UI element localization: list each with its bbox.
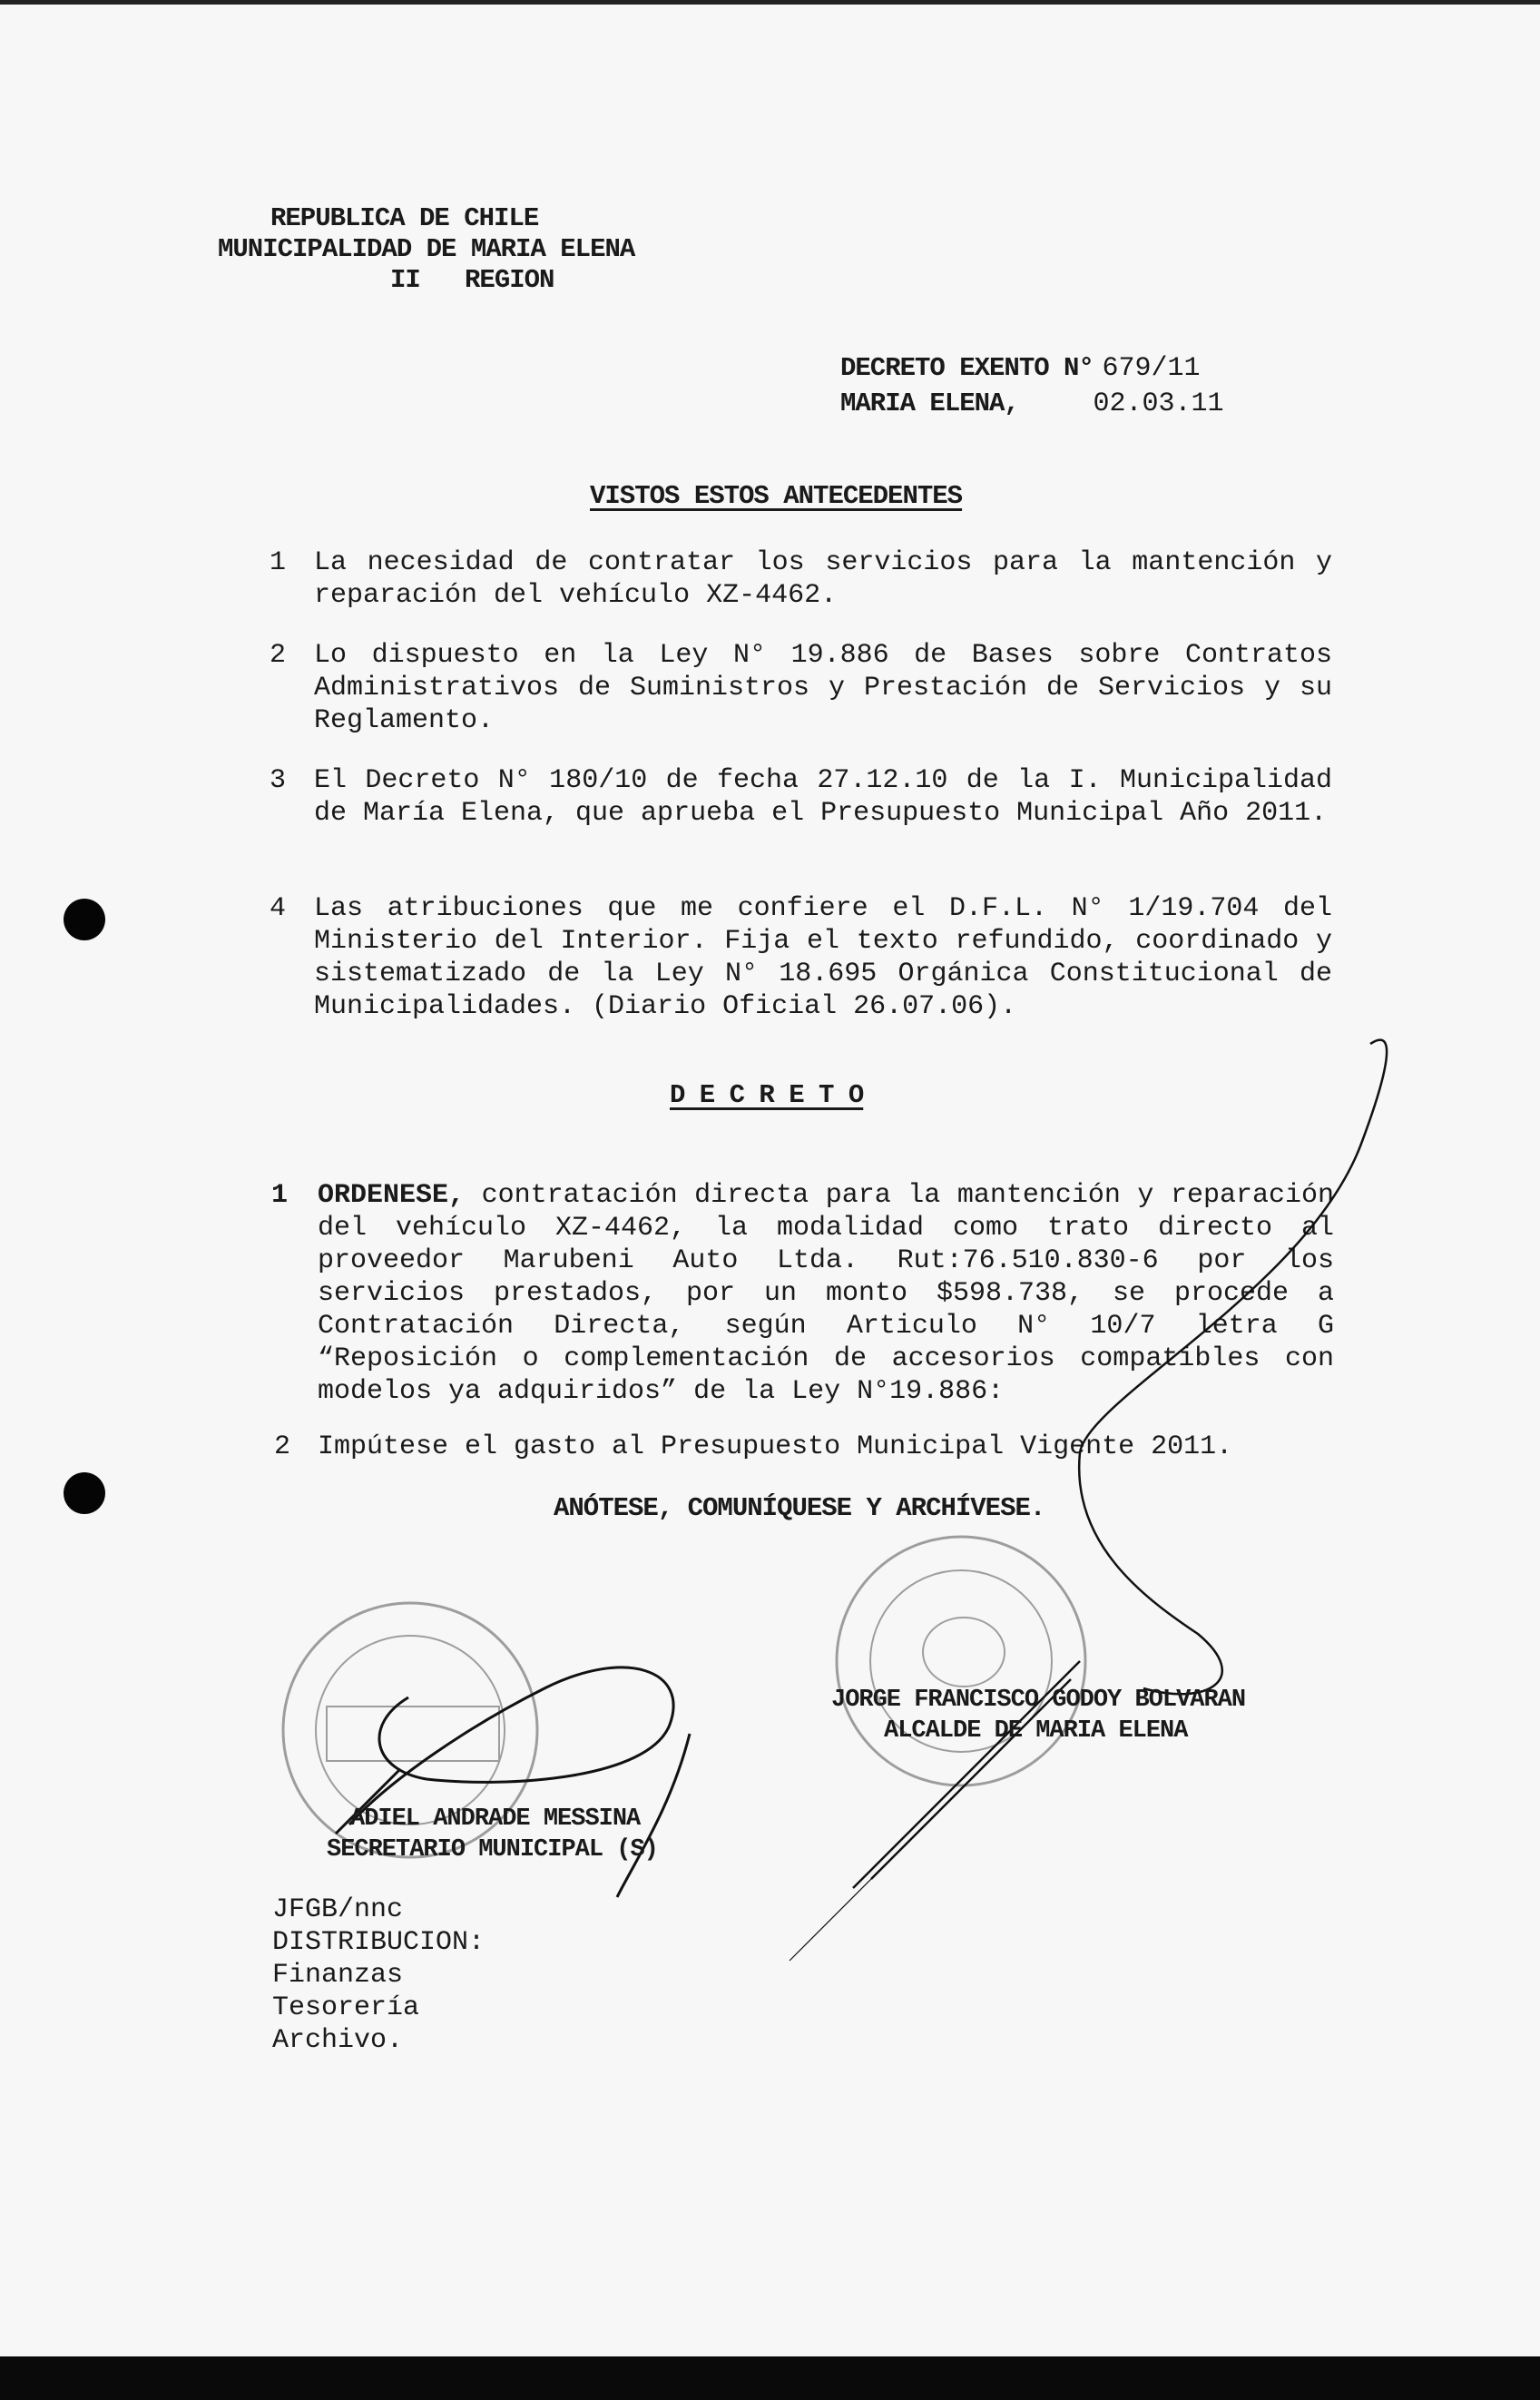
decree-number: 679/11 bbox=[1102, 353, 1201, 384]
secretary-title: SECRETARIO MUNICIPAL (S) bbox=[327, 1836, 658, 1864]
decreto-item-2: Impútese el gasto al Presupuesto Municipal Vigente 2011. bbox=[318, 1431, 1233, 1462]
vistos-item-4: Las atribuciones que me confiere el D.F.L. N° 1/19.704 del Ministerio del Interior. Fija el texto refundido, coordinado y sistematizado de la Ley N° 18.695 Orgánica Constitucional de Municipalidades. (Diario Oficial 26.07.06). bbox=[314, 893, 1332, 1022]
mayor-stamp bbox=[837, 1537, 1085, 1785]
letterhead-region: II REGION bbox=[390, 265, 554, 295]
mayor-name: JORGE FRANCISCO GODOY BOLVARAN bbox=[831, 1687, 1246, 1714]
decree-date: 02.03.11 bbox=[1093, 389, 1224, 419]
distribution-item: Finanzas bbox=[272, 1960, 404, 1991]
vistos-item-2: Lo dispuesto en la Ley N° 19.886 de Bases sobre Contratos Administrativos de Suministros y Prestación de Servicios y su Reglamento. bbox=[314, 640, 1332, 736]
letterhead-municipality: MUNICIPALIDAD DE MARIA ELENA bbox=[218, 234, 635, 264]
punch-hole bbox=[64, 899, 105, 940]
distribution-item: Tesorería bbox=[272, 1992, 420, 2023]
initials: JFGB/nnc bbox=[272, 1894, 404, 1925]
vistos-item-3: El Decreto N° 180/10 de fecha 27.12.10 de la I. Municipalidad de María Elena, que aprueba el Presupuesto Municipal Año 2011. bbox=[314, 765, 1332, 829]
decree-place: MARIA ELENA, bbox=[840, 389, 1019, 418]
secretary-signature-block bbox=[327, 1804, 658, 1865]
item-number: 2 bbox=[270, 640, 287, 671]
letterhead bbox=[218, 203, 634, 296]
item-number: 2 bbox=[274, 1431, 291, 1462]
distribution-label: DISTRIBUCION: bbox=[272, 1927, 486, 1958]
item-number: 4 bbox=[270, 893, 287, 924]
decreto-item-lead: ORDENESE, bbox=[318, 1180, 466, 1211]
decreto-item-text: contratación directa para la mantención y reparación del vehículo XZ-4462, la modalidad como trato directo al proveedor Marubeni Auto Ltda. Rut:76.510.830-6 por los servicios prestados, por un monto $598.738, se procede a Contratación Directa, según Articulo N° 10/7 letra G “Reposición o complementación de accesorios compatibles con modelos ya adquiridos” de la Ley N°19.886: bbox=[318, 1180, 1334, 1407]
decreto-item-1 bbox=[318, 1179, 1334, 1408]
punch-hole bbox=[64, 1472, 105, 1514]
distribution-block bbox=[272, 1893, 485, 2057]
decree-reference bbox=[840, 352, 1223, 423]
mayor-title: ALCALDE DE MARIA ELENA bbox=[884, 1717, 1188, 1745]
vistos-title: VISTOS ESTOS ANTECEDENTES bbox=[590, 481, 963, 511]
item-number: 3 bbox=[270, 765, 287, 796]
decree-label: DECRETO EXENTO N° bbox=[840, 353, 1094, 383]
letterhead-country: REPUBLICA DE CHILE bbox=[270, 203, 539, 233]
scan-bottom-edge bbox=[0, 2356, 1540, 2400]
scan-top-edge bbox=[0, 0, 1540, 5]
distribution-item: Archivo. bbox=[272, 2025, 404, 2056]
mayor-signature-block bbox=[831, 1685, 1245, 1746]
closing-formula: ANÓTESE, COMUNÍQUESE Y ARCHÍVESE. bbox=[554, 1493, 1045, 1523]
item-number: 1 bbox=[270, 547, 287, 578]
vistos-item-1: La necesidad de contratar los servicios para la mantención y reparación del vehículo XZ-4462. bbox=[314, 547, 1332, 611]
item-number: 1 bbox=[271, 1180, 289, 1211]
decreto-title: D E C R E T O bbox=[670, 1080, 864, 1110]
secretary-name: ADIEL ANDRADE MESSINA bbox=[350, 1805, 641, 1833]
